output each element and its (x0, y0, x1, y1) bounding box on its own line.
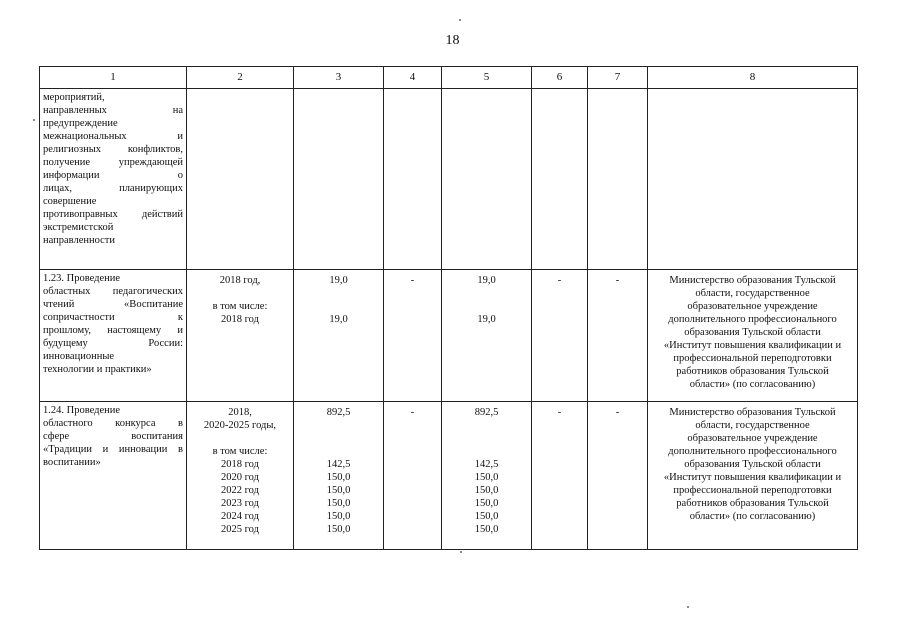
text-line (445, 419, 528, 432)
measures-table (39, 66, 858, 550)
text-line: в том числе: (212, 301, 268, 312)
federal-cell (384, 89, 442, 270)
text-line (190, 287, 290, 300)
text-line: противоправных действий (43, 209, 183, 220)
column-header-1: 1 (40, 67, 187, 89)
text-line: 150,0 (326, 524, 351, 535)
text-line: будущему России: (43, 338, 183, 349)
text-line (445, 432, 528, 445)
text-line: 150,0 (474, 511, 499, 522)
text-line: совершение (43, 196, 97, 207)
text-line: информации о (43, 170, 183, 181)
column-header-5: 5 (442, 67, 532, 89)
text-line: 2023 год (221, 498, 259, 509)
text-line: 2018, (228, 407, 252, 418)
text-line: дополнительного профессионального (668, 446, 837, 457)
text-line: образовательное учреждение (687, 301, 818, 312)
text-line: лицах, планирующих (43, 183, 183, 194)
text-line: прошлому, настоящему и (43, 325, 183, 336)
text-line: «Институт повышения квалификации и (663, 340, 842, 351)
text-line: - (615, 275, 620, 286)
municipal-cell (532, 270, 588, 402)
text-line: религиозных конфликтов, (43, 144, 183, 155)
total-cell (294, 270, 384, 402)
extra-budget-cell (588, 402, 648, 550)
table-row (40, 89, 858, 270)
text-line (445, 445, 528, 458)
table-row (40, 402, 858, 550)
text-line: 19,0 (329, 275, 348, 286)
text-line: - (557, 407, 562, 418)
text-line (297, 300, 380, 313)
text-line: - (557, 275, 562, 286)
text-line: получение упреждающей (43, 157, 183, 168)
text-line: межнациональных и (43, 131, 183, 142)
executor-cell (648, 270, 858, 402)
text-line (445, 300, 528, 313)
text-line: экстремистской (43, 222, 114, 233)
municipal-cell (532, 402, 588, 550)
text-line: технологии и практики» (43, 364, 152, 375)
column-header-7: 7 (588, 67, 648, 89)
federal-cell (384, 270, 442, 402)
executor-cell (648, 89, 858, 270)
page-number: 18 (445, 33, 460, 48)
text-line: 2020 год (221, 472, 259, 483)
text-line: 1.24. Проведение (43, 405, 121, 416)
text-line: направленности (43, 235, 116, 246)
text-line (445, 287, 528, 300)
text-line: в том числе: (212, 446, 268, 457)
table-row (40, 270, 858, 402)
text-line: 2022 год (221, 485, 259, 496)
text-line: 892,5 (326, 407, 351, 418)
text-line: - (410, 407, 415, 418)
text-line: области» (по согласованию) (689, 379, 816, 390)
measure-name-cell (40, 402, 187, 550)
text-line (297, 445, 380, 458)
federal-cell (384, 402, 442, 550)
text-line: 150,0 (326, 472, 351, 483)
text-line: 2018 год (221, 314, 259, 325)
text-line: чтений «Воспитание (43, 299, 183, 310)
text-line: сфере воспитания (43, 431, 183, 442)
text-line: образования Тульской области (684, 459, 821, 470)
text-line: 150,0 (326, 498, 351, 509)
scan-speck (459, 19, 461, 21)
text-line: работников образования Тульской (676, 498, 829, 509)
text-line: профессиональной переподготовки (673, 485, 832, 496)
text-line (190, 432, 290, 445)
text-line: 2024 год (221, 511, 259, 522)
text-line: образовательное учреждение (687, 433, 818, 444)
period-cell (187, 402, 294, 550)
text-line: мероприятий, (43, 92, 105, 103)
text-line: 2020-2025 годы, (203, 420, 277, 431)
text-line: 2025 год (221, 524, 259, 535)
text-line: 150,0 (326, 511, 351, 522)
column-header-3: 3 (294, 67, 384, 89)
text-line: сопричастности к (43, 312, 183, 323)
text-line: областных педагогических (43, 286, 183, 297)
text-line: 19,0 (477, 314, 496, 325)
regional-cell (442, 270, 532, 402)
text-line: воспитании» (43, 457, 101, 468)
text-line: 150,0 (474, 498, 499, 509)
municipal-cell (532, 89, 588, 270)
total-cell (294, 89, 384, 270)
text-line (297, 287, 380, 300)
text-line: Министерство образования Тульской (669, 275, 836, 286)
text-line: работников образования Тульской (676, 366, 829, 377)
text-line: образования Тульской области (684, 327, 821, 338)
text-line: области, государственное (695, 288, 810, 299)
text-line (297, 419, 380, 432)
text-line: области» (по согласованию) (689, 511, 816, 522)
text-line: 150,0 (474, 472, 499, 483)
column-header-8: 8 (648, 67, 858, 89)
text-line: - (410, 275, 415, 286)
regional-cell (442, 89, 532, 270)
period-cell (187, 270, 294, 402)
text-line: 19,0 (329, 314, 348, 325)
text-line: профессиональной переподготовки (673, 353, 832, 364)
measure-name-cell (40, 270, 187, 402)
text-line: «Институт повышения квалификации и (663, 472, 842, 483)
total-cell (294, 402, 384, 550)
text-line: инновационные (43, 351, 115, 362)
text-line: Министерство образования Тульской (669, 407, 836, 418)
scan-speck (460, 551, 462, 553)
text-line: области, государственное (695, 420, 810, 431)
executor-cell (648, 402, 858, 550)
text-line: 1.23. Проведение (43, 273, 121, 284)
period-cell (187, 89, 294, 270)
text-line: 2018 год, (219, 275, 261, 286)
extra-budget-cell (588, 89, 648, 270)
column-header-6: 6 (532, 67, 588, 89)
column-header-2: 2 (187, 67, 294, 89)
text-line: дополнительного профессионального (668, 314, 837, 325)
text-line: 150,0 (474, 485, 499, 496)
text-line: 892,5 (474, 407, 499, 418)
text-line: 19,0 (477, 275, 496, 286)
column-number-row (40, 67, 858, 89)
text-line: областного конкурса в (43, 418, 183, 429)
text-line: предупреждение (43, 118, 118, 129)
text-line: «Традиции и инновации в (43, 444, 183, 455)
text-line: 150,0 (326, 485, 351, 496)
scan-speck (687, 606, 689, 608)
text-line: 150,0 (474, 524, 499, 535)
measure-name-cell (40, 89, 187, 270)
regional-cell (442, 402, 532, 550)
extra-budget-cell (588, 270, 648, 402)
text-line: 142,5 (326, 459, 351, 470)
text-line: направленных на (43, 105, 183, 116)
text-line: 142,5 (474, 459, 499, 470)
text-line: 2018 год (221, 459, 259, 470)
scan-speck (33, 119, 35, 121)
text-line: - (615, 407, 620, 418)
column-header-4: 4 (384, 67, 442, 89)
text-line (297, 432, 380, 445)
